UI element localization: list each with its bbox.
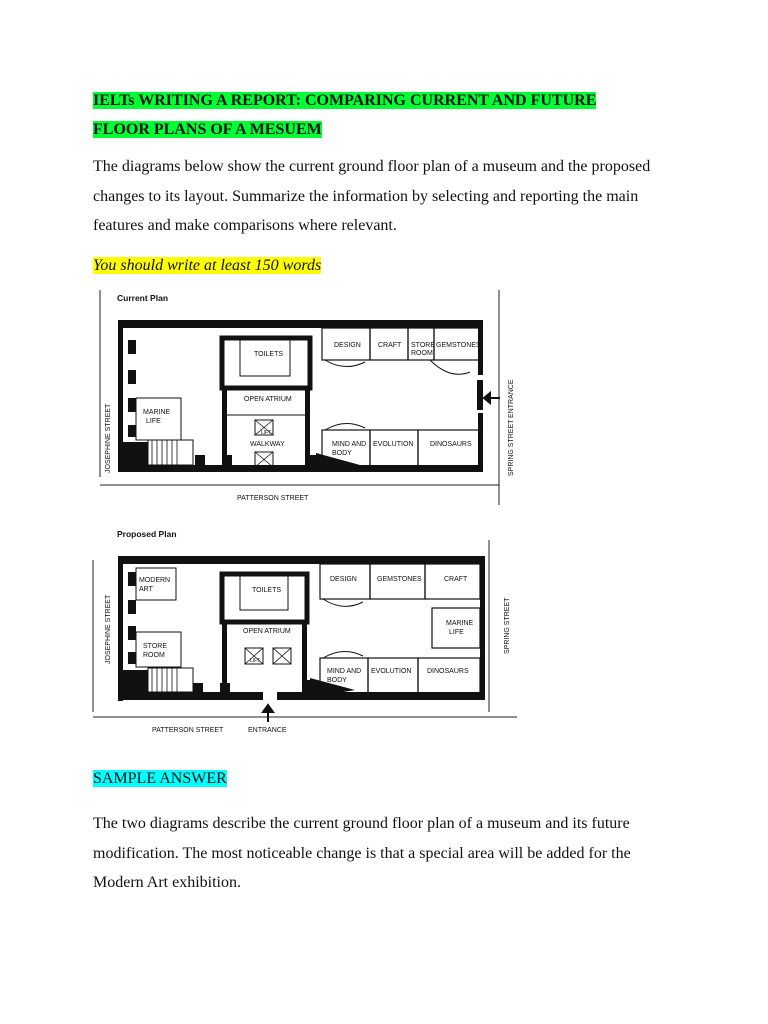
west-windows <box>128 340 136 437</box>
west-windows-2 <box>128 572 136 664</box>
label-mind-2b: BODY <box>327 677 347 684</box>
word-limit-text: You should write at least 150 words <box>93 257 322 274</box>
west-stairs-2 <box>148 668 193 692</box>
title-line-2: FLOOR PLANS OF A MESUEM <box>93 121 322 138</box>
label-marine-2: LIFE <box>146 418 161 425</box>
label-open-atrium-2: OPEN ATRIUM <box>243 628 291 635</box>
label-lift-1: LIFT <box>261 430 272 436</box>
north-wall-2 <box>118 556 485 564</box>
label-walkway: WALKWAY <box>250 441 285 448</box>
label-toilets: TOILETS <box>254 351 284 358</box>
label-gemstones-2: GEMSTONES <box>377 576 422 583</box>
current-plan-heading: Current Plan <box>117 293 169 303</box>
entrance-arrow-icon <box>484 393 500 403</box>
sw-block <box>121 442 148 472</box>
core-east-wall-2 <box>302 622 307 694</box>
core-west-wall <box>222 388 227 468</box>
label-craft: CRAFT <box>378 342 402 349</box>
label-entrance-east: ENTRANCE <box>508 379 515 418</box>
sw-block-2 <box>121 670 148 700</box>
east-arc-3 <box>325 423 365 430</box>
west-stairs-steps <box>152 440 177 465</box>
entrance-arrow-icon-2 <box>263 705 273 722</box>
label-lift-2: LIFT <box>250 658 261 664</box>
label-design: DESIGN <box>334 342 361 349</box>
label-evolution: EVOLUTION <box>373 441 414 448</box>
toilets-room <box>240 340 290 376</box>
current-plan <box>100 290 515 505</box>
sample-paragraph: The two diagrams describe the current ground floor plan of a museum and its future modification. The most noticeable change is that a special area will be added for the Modern Art exhibition. <box>93 815 631 891</box>
label-spring-street-2: SPRING STREET <box>504 597 511 654</box>
label-patterson-street-2: PATTERSON STREET <box>152 727 224 734</box>
east-entrance-block <box>477 380 483 410</box>
label-design-2: DESIGN <box>330 576 357 583</box>
label-mind-2a: MIND AND <box>327 668 362 675</box>
label-marine-life-2b: LIFE <box>449 629 464 636</box>
label-store-1: STORE <box>411 342 435 349</box>
label-josephine-street: JOSEPHINE STREET <box>105 403 112 473</box>
label-gemstones: GEMSTONES <box>436 342 481 349</box>
label-marine-life-2a: MARINE <box>446 620 474 627</box>
core-east-wall <box>305 388 310 468</box>
label-modern-1: MODERN <box>139 577 171 584</box>
label-store-2: ROOM <box>411 350 433 357</box>
label-mind-1: MIND AND <box>332 441 367 448</box>
title-line-1: IELTs WRITING A REPORT: COMPARING CURRENT AND FUTURE <box>93 92 597 109</box>
label-craft-2: CRAFT <box>444 576 468 583</box>
east-wall-2 <box>480 556 485 700</box>
label-josephine-street-2: JOSEPHINE STREET <box>105 594 112 664</box>
sample-heading <box>93 770 227 788</box>
label-open-atrium: OPEN ATRIUM <box>244 396 292 403</box>
label-evolution-2: EVOLUTION <box>371 668 412 675</box>
west-stairs <box>148 440 193 465</box>
label-toilets-2: TOILETS <box>252 587 282 594</box>
proposed-plan-heading: Proposed Plan <box>117 529 177 539</box>
label-mind-2: BODY <box>332 450 352 457</box>
proposed-plan <box>93 529 517 734</box>
label-store-west-2: ROOM <box>143 652 165 659</box>
label-spring-street: SPRING STREET <box>508 419 515 476</box>
modern-art-room <box>136 568 176 600</box>
label-dinosaurs: DINOSAURS <box>430 441 472 448</box>
task-paragraph: The diagrams below show the current ground floor plan of a museum and the proposed changes to its layout. Summarize the information by selecting and reporting the main features and make comparisons where relevant. <box>93 158 651 234</box>
label-modern-2: ART <box>139 586 153 593</box>
south-wall <box>118 465 483 472</box>
east-arc-2 <box>430 360 470 374</box>
label-patterson-street: PATTERSON STREET <box>237 495 309 502</box>
label-store-west-1: STORE <box>143 643 167 650</box>
label-dinosaurs-2: DINOSAURS <box>427 668 469 675</box>
label-marine-1: MARINE <box>143 409 171 416</box>
sample-heading-text: SAMPLE ANSWER <box>93 770 227 787</box>
north-wall <box>118 320 483 328</box>
east-arc-1 <box>325 360 365 367</box>
label-entrance-south: ENTRANCE <box>248 727 287 734</box>
core-west-wall-2 <box>222 622 227 694</box>
